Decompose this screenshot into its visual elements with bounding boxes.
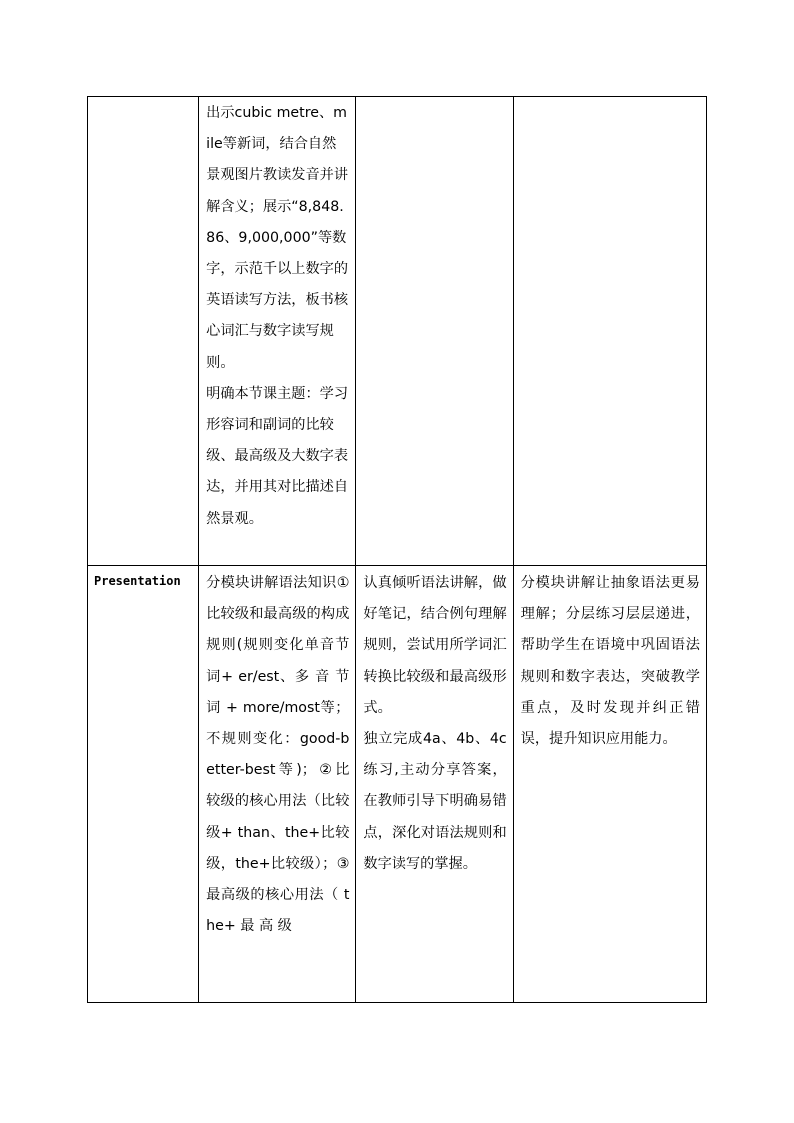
student-activity-cell-warmup bbox=[356, 97, 513, 566]
table-row-presentation bbox=[88, 566, 707, 1003]
purpose-cell-presentation bbox=[513, 566, 706, 1003]
table-row-warmup bbox=[88, 97, 707, 566]
teacher-activity-text-presentation bbox=[199, 566, 355, 942]
student-activity-cell-presentation bbox=[356, 566, 513, 1003]
teacher-paragraph: 出示cubic metre、mile等新词，结合自然景观图片教读发音并讲解含义；展示“8,848.86、9,000,000”等数字，示范千以上数字的英语读写方法，板书核心词汇与数字读写规则。 bbox=[206, 105, 349, 371]
teacher-activity-cell-presentation bbox=[199, 566, 356, 1003]
lesson-plan-table bbox=[87, 96, 707, 1003]
stage-cell-presentation bbox=[88, 566, 199, 1003]
teacher-activity-text-warmup bbox=[199, 97, 355, 535]
student-paragraph: 认真倾听语法讲解，做好笔记，结合例句理解规则，尝试用所学词汇转换比较级和最高级形式。 bbox=[363, 575, 507, 716]
purpose-text-warmup bbox=[514, 97, 706, 98]
stage-cell-warmup bbox=[88, 97, 199, 566]
purpose-text-presentation bbox=[514, 566, 706, 755]
teacher-activity-cell-warmup bbox=[199, 97, 356, 566]
purpose-paragraph: 分模块讲解让抽象语法更易理解；分层练习层层递进，帮助学生在语境中巩固语法规则和数字表达，突破教学重点，及时发现并纠正错误，提升知识应用能力。 bbox=[520, 575, 700, 748]
student-activity-text-warmup bbox=[356, 97, 512, 98]
teacher-paragraph: 分模块讲解语法知识①比较级和最高级的构成规则(规则变化单音节词+ er/est、多 音 节 词 + more/most等；不规则变化：good-better-best等)；②比较级的核心用法（比较级+ than、the+比较级，the+比较级）；③最高级的核心用法（ the+ 最 高 级 bbox=[206, 575, 350, 935]
student-paragraph: 独立完成4a、4b、4c练习,主动分享答案，在教师引导下明确易错点，深化对语法规则和数字读写的掌握。 bbox=[363, 731, 507, 872]
purpose-cell-warmup bbox=[513, 97, 706, 566]
stage-label-presentation: Presentation bbox=[94, 574, 181, 588]
student-activity-text-presentation bbox=[356, 566, 512, 880]
teacher-paragraph: 明确本节课主题：学习形容词和副词的比较级、最高级及大数字表达，并用其对比描述自然景观。 bbox=[206, 385, 349, 527]
stage-label-warmup bbox=[88, 97, 198, 98]
